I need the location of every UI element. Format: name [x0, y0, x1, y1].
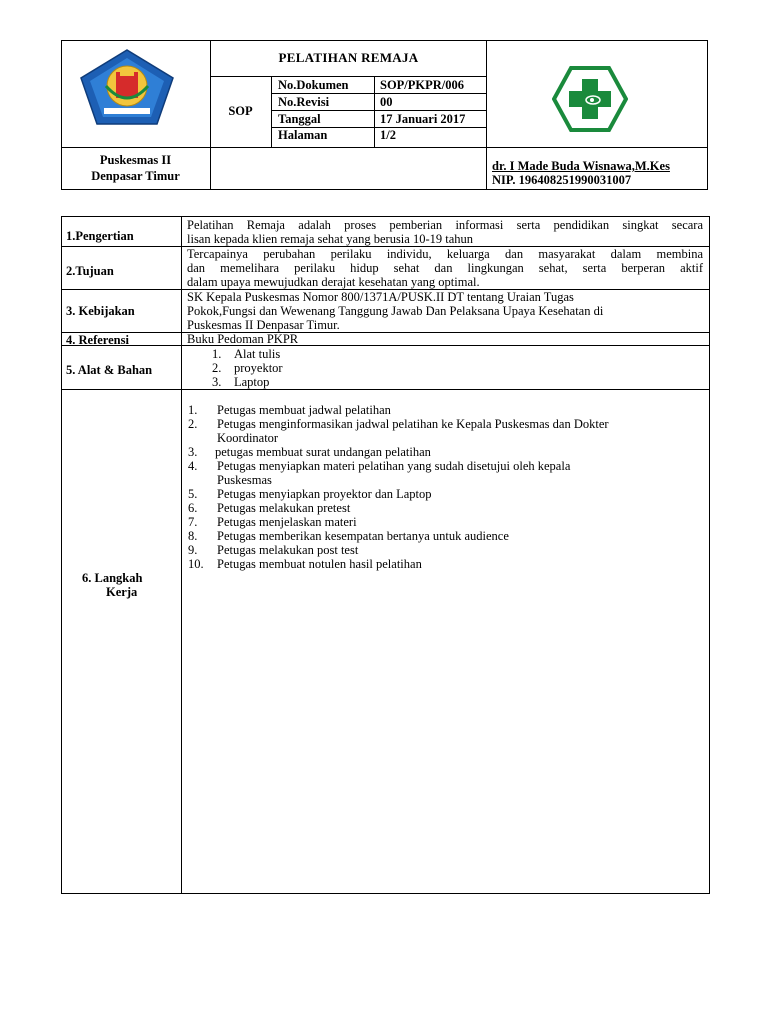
step-number: 8.: [188, 529, 198, 543]
pengertian-label: 1.Pengertian: [66, 229, 134, 243]
alat-num: 3.: [212, 375, 222, 389]
sop-label: SOP: [228, 104, 253, 118]
step-text: Petugas menyiapkan materi pelatihan yang sudah disetujui oleh kepala: [217, 459, 571, 473]
step-number: 6.: [188, 501, 198, 515]
step-text: Petugas membuat notulen hasil pelatihan: [217, 557, 422, 571]
alat-item: Laptop: [234, 375, 270, 389]
step-text: Petugas melakukan post test: [217, 543, 359, 557]
step-text: Petugas menyiapkan proyektor dan Laptop: [217, 487, 432, 501]
langkah-label: 6. Langkah: [82, 571, 143, 585]
alat-num: 2.: [212, 361, 222, 375]
field-label-no-revisi: No.Revisi: [278, 95, 330, 109]
tujuan-line: Tercapainya perubahan perilaku individu, keluarga dan masyarakat dalam membina: [187, 247, 703, 261]
step-text: Petugas membuat jadwal pelatihan: [217, 403, 391, 417]
step-text: Koordinator: [217, 431, 279, 445]
institution-name: Puskesmas II: [99, 153, 172, 167]
document-title: PELATIHAN REMAJA: [278, 50, 419, 65]
step-text: Petugas melakukan pretest: [217, 501, 351, 515]
signer-name: dr. I Made Buda Wisnawa,M.Kes: [492, 159, 670, 173]
field-label-no-dokumen: No.Dokumen: [278, 78, 349, 92]
step-number: 3.: [188, 445, 198, 459]
pengertian-line: Pelatihan Remaja adalah proses pemberian informasi serta pendidikan singkat secara: [187, 218, 703, 232]
step-text: Petugas memberikan kesempatan bertanya untuk audience: [217, 529, 509, 543]
kebijakan-line: Puskesmas II Denpasar Timur.: [187, 318, 340, 332]
institution-location: Denpasar Timur: [91, 169, 180, 183]
langkah-label: Kerja: [106, 585, 138, 599]
alat-item: Alat tulis: [234, 347, 281, 361]
alat-num: 1.: [212, 347, 222, 361]
tujuan-line: dan memelihara perilaku hidup sehat dan lingkungan sehat, serta berperan aktif: [187, 261, 703, 275]
step-number: 2.: [188, 417, 198, 431]
kebijakan-label: 3. Kebijakan: [66, 304, 135, 318]
kebijakan-line: SK Kepala Puskesmas Nomor 800/1371A/PUSK.II DT tentang Uraian Tugas: [187, 290, 574, 304]
signer-nip: NIP. 196408251990031007: [492, 173, 632, 187]
kebijakan-line: Pokok,Fungsi dan Wewenang Tanggung Jawab Dan Pelaksana Upaya Kesehatan di: [187, 304, 604, 318]
field-value-halaman: 1/2: [380, 128, 396, 142]
alat-label: 5. Alat & Bahan: [66, 363, 153, 377]
step-number: 5.: [188, 487, 198, 501]
field-label-halaman: Halaman: [278, 128, 328, 142]
step-number: 10.: [188, 557, 204, 571]
step-text: petugas membuat surat undangan pelatihan: [215, 445, 431, 459]
puskesmas-logo-icon: [552, 66, 628, 132]
field-value-no-dokumen: SOP/PKPR/006: [380, 78, 465, 92]
tujuan-label: 2.Tujuan: [66, 264, 114, 278]
step-number: 1.: [188, 403, 198, 417]
alat-item: proyektor: [234, 361, 283, 375]
step-number: 7.: [188, 515, 198, 529]
step-number: 9.: [188, 543, 198, 557]
field-value-no-revisi: 00: [380, 95, 393, 109]
step-text: Petugas menjelaskan materi: [217, 515, 357, 529]
field-label-tanggal: Tanggal: [278, 112, 321, 126]
referensi-text: Buku Pedoman PKPR: [187, 332, 299, 346]
referensi-label: 4. Referensi: [66, 333, 129, 347]
pengertian-line: lisan kepada klien remaja sehat yang berusia 10-19 tahun: [187, 232, 474, 246]
tujuan-line: dalam upaya mewujudkan derajat kesehatan yang optimal.: [187, 275, 480, 289]
regional-emblem-icon: [78, 48, 176, 126]
step-text: Puskesmas: [217, 473, 272, 487]
field-value-tanggal: 17 Januari 2017: [380, 112, 466, 126]
step-text: Petugas menginformasikan jadwal pelatihan ke Kepala Puskesmas dan Dokter: [217, 417, 609, 431]
step-number: 4.: [188, 459, 198, 473]
